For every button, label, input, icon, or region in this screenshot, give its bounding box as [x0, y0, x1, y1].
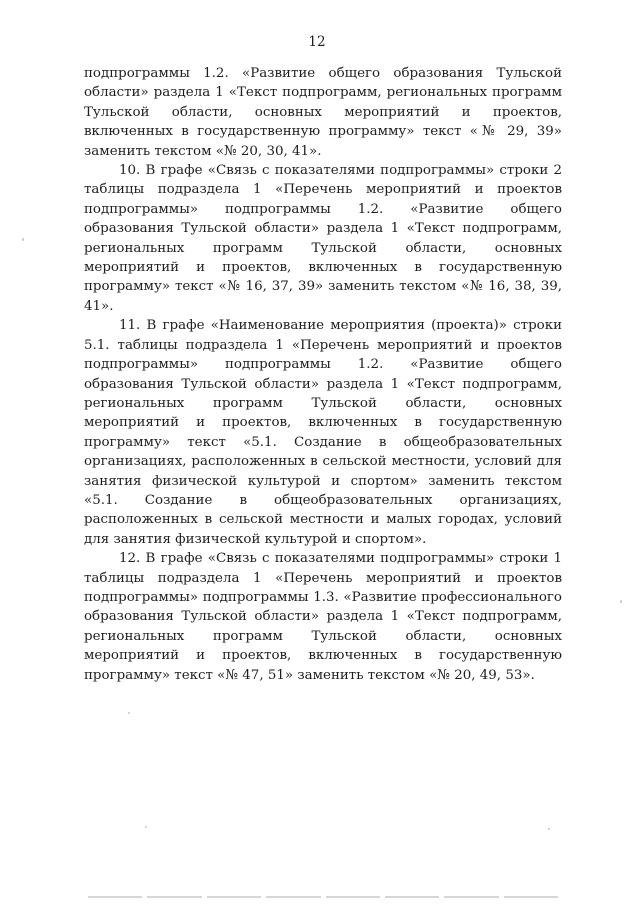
scan-edge-strip	[88, 895, 558, 899]
paragraph-item-12: 12. В графе «Связь с показателями подпрограммы» строки 1 таблицы подраздела 1 «Перечень мероприятий и проектов подпрограммы» подпрограммы 1.3. «Развитие профессионального образования Тульской области» раздела 1 «Текст подпрограмм, региональных программ Тульской области, основных мероприятий и проектов, включенных в государственную программу» текст «№ 47, 51» заменить текстом «№ 20, 49, 53».	[84, 551, 562, 683]
paragraph-item-11: 11. В графе «Наименование мероприятия (проекта)» строки 5.1. таблицы подраздела 1 «Перечень мероприятий и проектов подпрограммы» подпрограммы 1.2. «Развитие общего образования Тульской области» раздела 1 «Текст подпрограмм, региональных программ Тульской области, основных мероприятий и проектов, включенных в государственную программу» текст «5.1. Создание в общеобразовательных организациях, расположенных в сельской местности, условий для занятия физической культурой и спортом» заменить текстом «5.1. Создание в общеобразовательных организациях, расположенных в сельской местности и малых городах, условий для занятия физической культурой и спортом».	[84, 318, 562, 547]
paragraph-item-10: 10. В графе «Связь с показателями подпрограммы» строки 2 таблицы подраздела 1 «Перечень мероприятий и проектов подпрограммы» подпрограммы 1.2. «Развитие общего образования Тульской области» раздела 1 «Текст подпрограмм, региональных программ Тульской области, основных мероприятий и проектов, включенных в государственную программу» текст «№ 16, 37, 39» заменить текстом «№ 16, 38, 39, 41».	[84, 163, 562, 314]
paragraph-continued: подпрограммы 1.2. «Развитие общего образования Тульской области» раздела 1 «Текст подпрограмм, региональных программ Тульской области, основных мероприятий и проектов, включенных в государственную программу» текст «№ 29, 39» заменить текстом «№ 20, 30, 41».	[84, 66, 562, 159]
page-number: 12	[308, 34, 326, 50]
document-body	[84, 64, 562, 685]
scan-speck	[128, 712, 130, 714]
scan-speck	[145, 826, 147, 828]
scan-speck	[22, 238, 24, 241]
scan-speck	[548, 828, 550, 830]
scan-speck	[620, 600, 622, 603]
